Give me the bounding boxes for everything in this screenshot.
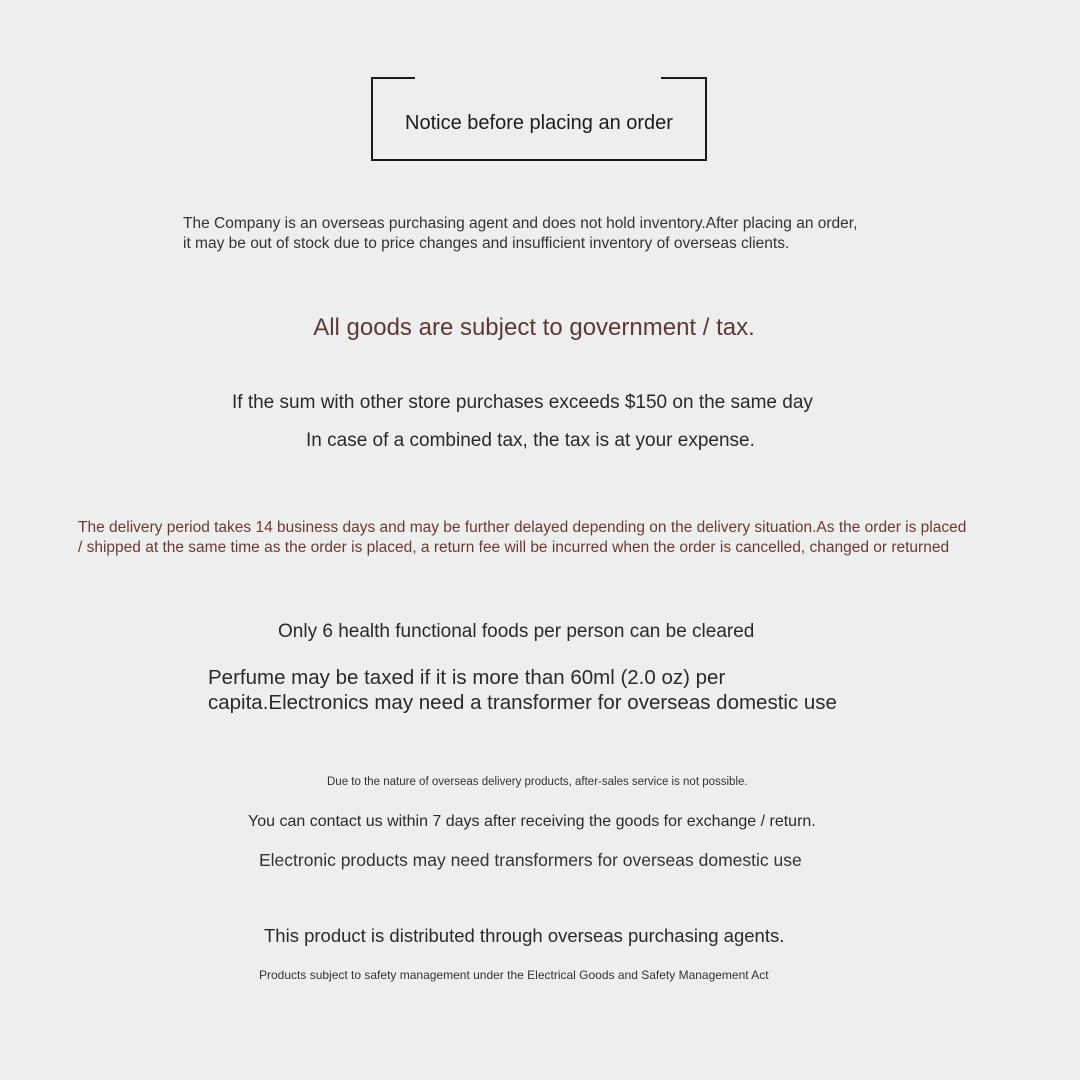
agent-notice-line-2: it may be out of stock due to price changes and insufficient inventory of overseas clients. xyxy=(183,235,790,252)
distribution-notice: This product is distributed through overseas purchasing agents. xyxy=(264,925,785,946)
agent-notice-line-1: The Company is an overseas purchasing agent and does not hold inventory.After placing an order, xyxy=(183,215,858,232)
tax-heading: All goods are subject to government / tax. xyxy=(313,314,755,341)
delivery-notice xyxy=(78,518,966,558)
tax-line-1: If the sum with other store purchases exceeds $150 on the same day xyxy=(232,392,813,413)
electronics-notice: Electronic products may need transformers for overseas domestic use xyxy=(259,850,802,870)
page-title: Notice before placing an order xyxy=(405,112,673,134)
tax-line-2: In case of a combined tax, the tax is at your expense. xyxy=(306,430,755,451)
exchange-notice: You can contact us within 7 days after receiving the goods for exchange / return. xyxy=(248,813,816,830)
perfume-line-2: capita.Electronics may need a transformer for overseas domestic use xyxy=(208,691,837,714)
agent-notice xyxy=(183,214,857,254)
delivery-line-2: / shipped at the same time as the order is placed, a return fee will be incurred when the order is cancelled, changed or returned xyxy=(78,539,950,556)
delivery-line-1: The delivery period takes 14 business days and may be further delayed depending on the delivery situation.As the order is placed xyxy=(78,519,967,536)
safety-notice: Products subject to safety management under the Electrical Goods and Safety Management Act xyxy=(259,968,769,982)
perfume-notice xyxy=(208,665,837,715)
perfume-line-1: Perfume may be taxed if it is more than 60ml (2.0 oz) per xyxy=(208,666,726,689)
after-sales-notice: Due to the nature of overseas delivery products, after-sales service is not possible. xyxy=(327,776,748,788)
health-foods-limit: Only 6 health functional foods per person can be cleared xyxy=(278,621,755,642)
frame-corner-left xyxy=(373,77,415,79)
frame-corner-right xyxy=(661,77,705,79)
